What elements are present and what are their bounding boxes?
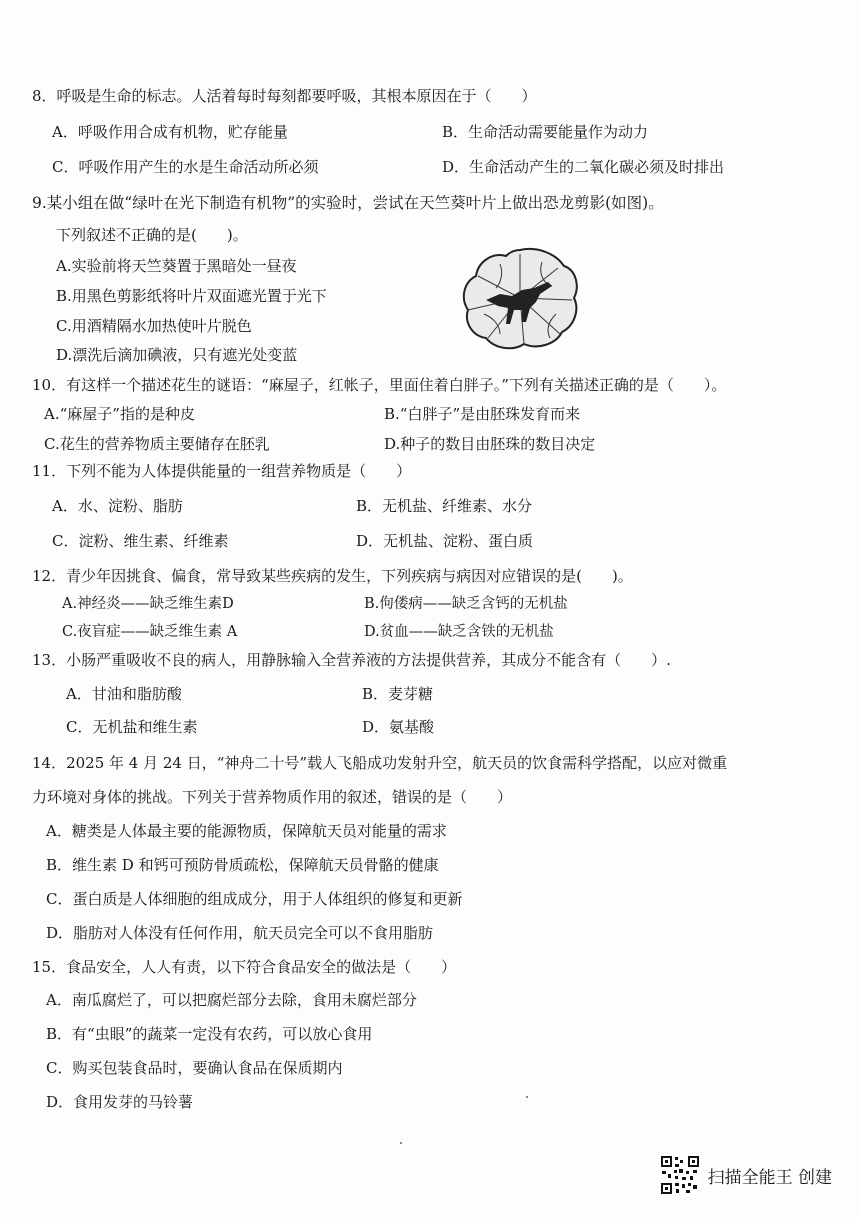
- q14-option-b: B．维生素 D 和钙可预防骨质疏松，保障航天员骨骼的健康: [46, 856, 439, 874]
- scan-speck: [526, 1096, 528, 1098]
- q15-option-b: B．有“虫眼”的蔬菜一定没有农药，可以放心食用: [46, 1025, 373, 1043]
- qr-code-icon: [660, 1155, 700, 1195]
- q13-option-d: D．氨基酸: [362, 718, 435, 736]
- q11-option-b: B．无机盐、纤维素、水分: [356, 497, 533, 515]
- q9-stem-2: 下列叙述不正确的是( )。: [56, 226, 248, 244]
- q13-option-c: C．无机盐和维生素: [66, 718, 198, 736]
- q13-stem: 13．小肠严重吸收不良的病人，用静脉输入全营养液的方法提供营养，其成分不能含有（ ）.: [32, 651, 671, 669]
- q11-option-d: D．无机盐、淀粉、蛋白质: [356, 532, 534, 550]
- q12-stem: 12．青少年因挑食、偏食，常导致某些疾病的发生，下列疾病与病因对应错误的是( )。: [32, 567, 633, 585]
- watermark-label: 扫描全能王 创建: [707, 1167, 832, 1188]
- q9-option-d: D.漂洗后滴加碘液，只有遮光处变蓝: [56, 346, 298, 364]
- q12-option-c: C.夜盲症——缺乏维生素 A: [62, 624, 238, 640]
- q14-stem: 14．2025 年 4 月 24 日，“神舟二十号”载人飞船成功发射升空，航天员的饮食需科学搭配，以应对微重: [32, 754, 728, 772]
- q9-option-c: C.用酒精隔水加热使叶片脱色: [56, 317, 252, 335]
- q12-option-d: D.贫血——缺乏含铁的无机盐: [364, 624, 554, 640]
- scan-speck: [400, 1142, 402, 1144]
- q13-option-a: A．甘油和脂肪酸: [66, 685, 182, 703]
- q14-option-a: A．糖类是人体最主要的能源物质，保障航天员对能量的需求: [46, 822, 447, 840]
- q15-option-c: C．购买包装食品时，要确认食品在保质期内: [46, 1059, 343, 1077]
- q12-option-b: B.佝偻病——缺乏含钙的无机盐: [364, 596, 568, 612]
- q11-option-c: C．淀粉、维生素、纤维素: [52, 532, 229, 550]
- q8-option-d: D．生命活动产生的二氧化碳必须及时排出: [442, 158, 725, 176]
- q15-option-a: A．南瓜腐烂了，可以把腐烂部分去除，食用未腐烂部分: [46, 991, 417, 1009]
- q10-option-d: D.种子的数目由胚珠的数目决定: [384, 435, 596, 453]
- q15-option-d: D．食用发芽的马铃薯: [46, 1093, 194, 1111]
- q8-option-a: A．呼吸作用合成有机物，贮存能量: [52, 123, 288, 141]
- q11-stem: 11．下列不能为人体提供能量的一组营养物质是（ ）: [32, 462, 412, 480]
- q14-option-c: C．蛋白质是人体细胞的组成成分，用于人体组织的修复和更新: [46, 890, 463, 908]
- q12-option-a: A.神经炎——缺乏维生素D: [62, 596, 234, 612]
- q9-stem: 9.某小组在做“绿叶在光下制造有机物”的实验时，尝试在天竺葵叶片上做出恐龙剪影(如图)。: [32, 194, 664, 212]
- leaf-dinosaur-silhouette-icon: [460, 244, 582, 354]
- q13-option-b: B．麦芽糖: [362, 685, 434, 703]
- q10-option-b: B.“白胖子”是由胚珠发育而来: [384, 405, 581, 423]
- q15-stem: 15．食品安全，人人有责，以下符合食品安全的做法是（ ）: [32, 958, 457, 976]
- q10-stem: 10．有这样一个描述花生的谜语：“麻屋子，红帐子，里面住着白胖子。”下列有关描述正确的是（ ）。: [32, 376, 727, 394]
- q14-stem-2: 力环境对身体的挑战。下列关于营养物质作用的叙述，错误的是（ ）: [32, 788, 513, 806]
- q10-option-c: C.花生的营养物质主要储存在胚乳: [44, 435, 270, 453]
- q10-option-a: A.“麻屋子”指的是种皮: [44, 405, 195, 423]
- q9-option-a: A.实验前将天竺葵置于黑暗处一昼夜: [56, 257, 297, 275]
- q11-option-a: A．水、淀粉、脂肪: [52, 497, 183, 515]
- q8-stem: 8．呼吸是生命的标志。人活着每时每刻都要呼吸，其根本原因在于（ ）: [32, 87, 537, 105]
- q14-option-d: D．脂肪对人体没有任何作用，航天员完全可以不食用脂肪: [46, 924, 434, 942]
- q9-option-b: B.用黑色剪影纸将叶片双面遮光置于光下: [56, 287, 327, 305]
- q8-option-c: C．呼吸作用产生的水是生命活动所必须: [52, 158, 319, 176]
- q8-option-b: B．生命活动需要能量作为动力: [442, 123, 649, 141]
- scanner-watermark: [660, 1155, 832, 1195]
